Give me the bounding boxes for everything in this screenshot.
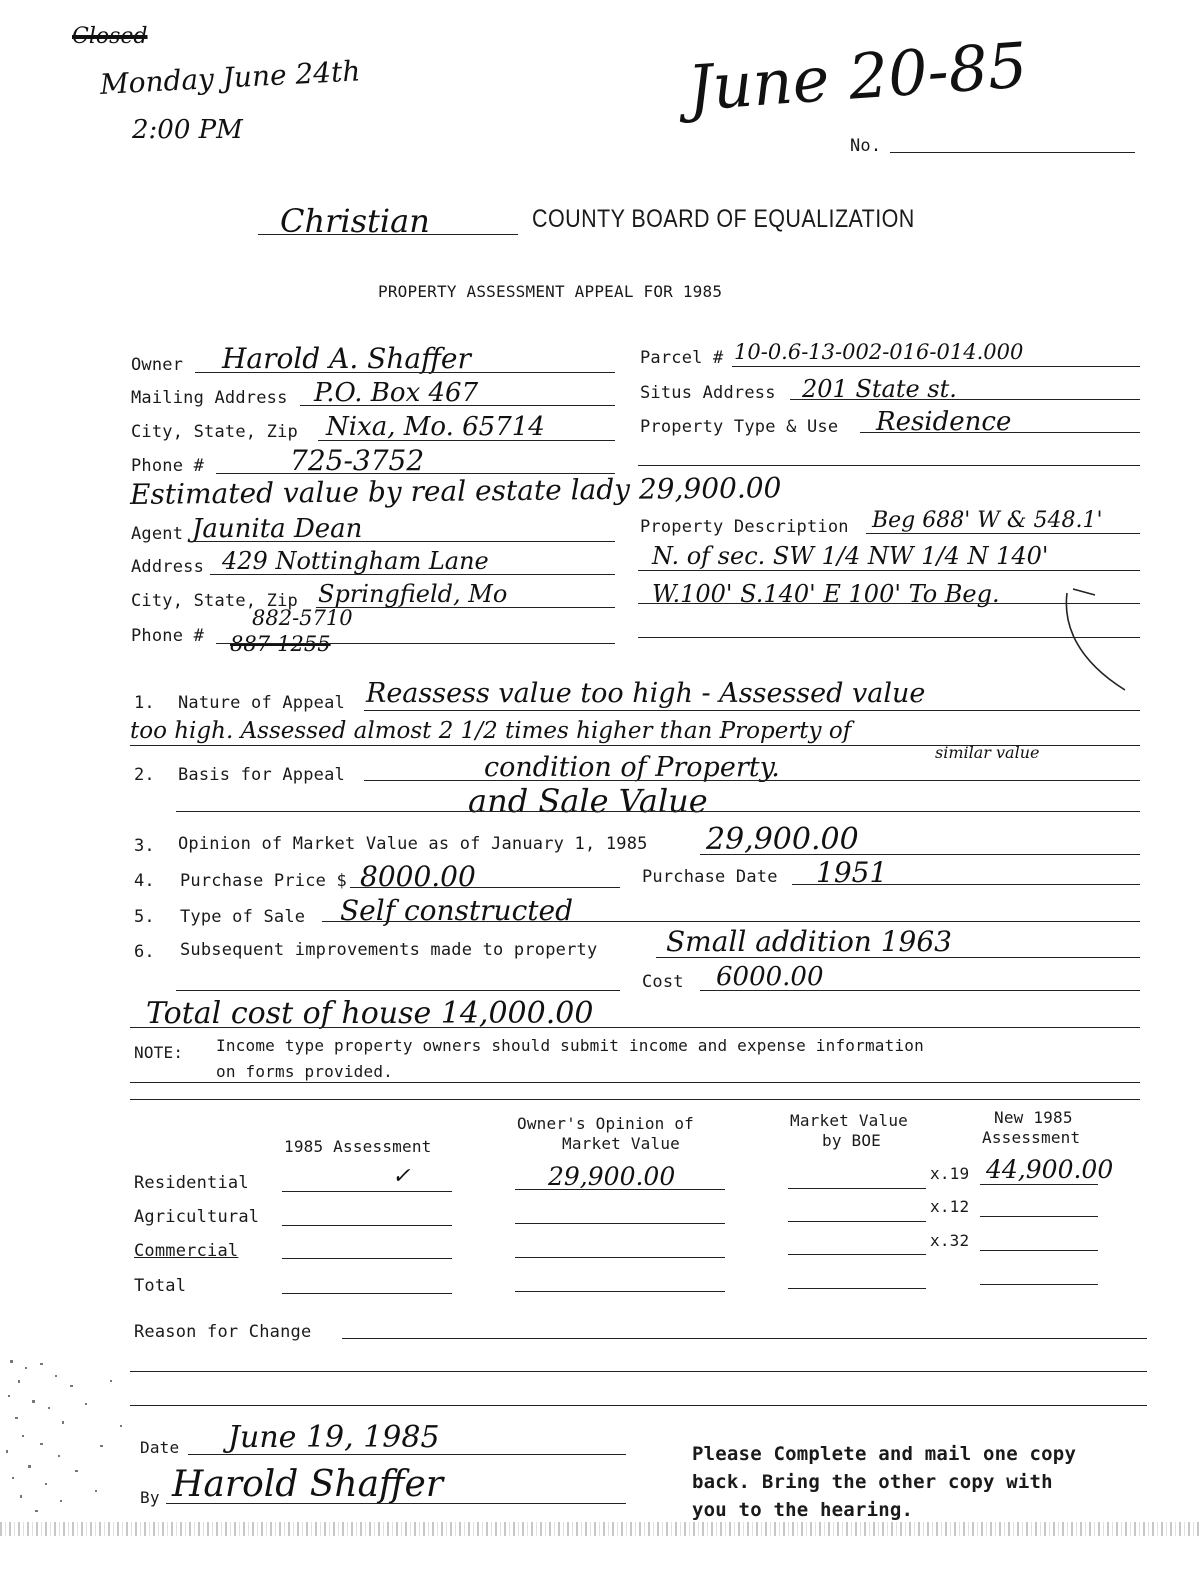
parcel-line [732,366,1140,367]
owner-city-value: Nixa, Mo. 65714 [326,412,545,442]
total-cost-rule [130,1027,1140,1028]
agent-label: Agent [131,524,184,544]
cost-label: Cost [642,972,684,992]
sale-type-label: Type of Sale [180,907,306,927]
property-description-line2: N. of sec. SW 1/4 NW 1/4 N 140' [652,542,1049,570]
col-header-new-1: New 1985 [994,1108,1073,1127]
agent-city-value: Springfield, Mo [318,580,508,608]
owner-city-label: City, State, Zip [131,422,298,442]
col-header-boe-1: Market Value [790,1111,908,1130]
number-line [890,152,1135,153]
situs-value: 201 State st. [802,375,957,403]
commercial-multiplier: x.32 [930,1231,970,1250]
agricultural-boe-rule [788,1221,926,1222]
item-2-number: 2. [134,765,155,785]
total-cost-note: Total cost of house 14,000.00 [146,996,594,1031]
nature-of-appeal-line2: too high. Assessed almost 2 1/2 times higher than Property of [130,718,852,744]
improvements-label: Subsequent improvements made to property [180,940,598,960]
residential-new-assessment: 44,900.00 [986,1155,1114,1184]
owner-city-line [318,440,615,441]
note-label: NOTE: [134,1043,184,1062]
county-name: Christian [280,202,430,240]
situs-label: Situs Address [640,383,776,403]
owner-value: Harold A. Shaffer [222,342,471,375]
improvements-rule [656,957,1140,958]
by-rule [166,1503,626,1504]
agent-phone-label: Phone # [131,626,205,646]
property-description-line2-rule [638,570,1140,571]
agent-phone-value-1: 882-5710 [252,606,353,630]
commercial-new-rule [980,1250,1098,1251]
bottom-scan-noise [0,1522,1200,1536]
owner-line [195,372,615,373]
nature-of-appeal-label: Nature of Appeal [178,693,345,713]
date-label: Date [140,1438,180,1457]
reason-label: Reason for Change [134,1322,312,1342]
owner-phone-value: 725-3752 [290,444,425,477]
note-rule [130,1082,1140,1083]
property-description-label: Property Description [640,517,849,537]
item-5-number: 5. [134,907,155,927]
item-6-number: 6. [134,942,155,962]
agricultural-owner-rule [515,1223,725,1224]
estimated-value-note: Estimated value by real estate lady 29,900.00 [129,471,782,511]
number-label: No. [850,136,882,156]
by-signature: Harold Shaffer [172,1464,444,1505]
property-type-line [860,432,1140,433]
total-owner-rule [515,1291,725,1292]
owner-phone-label: Phone # [131,456,205,476]
nature-of-appeal-insert: similar value [935,743,1040,762]
agent-address-label: Address [131,557,205,577]
residential-owner-rule [515,1189,725,1190]
residential-new-rule [980,1184,1098,1185]
crossed-word: Closed [72,24,148,49]
basis-line1: condition of Property. [484,752,780,783]
property-description-line1-rule [866,533,1140,534]
agent-phone-line [216,643,615,644]
improvements-rule-2 [176,990,620,991]
date-value: June 19, 1985 [228,1420,440,1455]
property-description-line1: Beg 688' W & 548.1' [872,508,1103,533]
total-assessment-rule [282,1293,452,1294]
row-label-total: Total [134,1276,187,1296]
basis-line2: and Sale Value [468,782,708,820]
residential-owner-opinion: 29,900.00 [548,1162,676,1191]
purchase-price-label: Purchase Price $ [180,871,347,891]
meeting-time-note: 2:00 PM [132,115,243,145]
property-description-line3: W.100' S.140' E 100' To Beg. [652,580,1000,608]
agricultural-multiplier: x.12 [930,1197,970,1216]
basis-label: Basis for Appeal [178,765,345,785]
instructions-line2: back. Bring the other copy with [692,1471,1053,1493]
note-line2: on forms provided. [216,1062,393,1081]
total-new-rule [980,1284,1098,1285]
commercial-boe-rule [788,1254,926,1255]
sale-type-rule [322,921,1140,922]
row-label-commercial: Commercial [134,1241,239,1261]
agricultural-new-rule [980,1216,1098,1217]
county-line [258,234,518,235]
form-title: COUNTY BOARD OF EQUALIZATION [532,205,915,233]
form-subtitle: PROPERTY ASSESSMENT APPEAL FOR 1985 [378,282,723,301]
agent-address-line [210,574,615,575]
agent-phone-value-2: 887-1255 [230,632,331,656]
parcel-extra-line [638,465,1140,466]
reason-rule-3 [130,1405,1147,1406]
scan-noise [0,1355,150,1525]
col-header-owner-2: Market Value [562,1134,680,1153]
note-line1: Income type property owners should submit income and expense information [216,1036,924,1055]
agent-city-label: City, State, Zip [131,591,298,611]
date-rule [188,1454,626,1455]
purchase-price-rule [350,887,620,888]
residential-assessment-rule [282,1191,452,1192]
agricultural-assessment-rule [282,1225,452,1226]
instructions-line3: you to the hearing. [692,1499,914,1521]
agent-city-line [316,607,615,608]
residential-multiplier: x.19 [930,1164,970,1183]
agent-value: Jaunita Dean [192,514,363,544]
received-date-note: June 20-85 [685,28,1030,125]
improvements-value: Small addition 1963 [666,925,952,958]
opinion-rule [700,854,1140,855]
owner-label: Owner [131,355,184,375]
nature-of-appeal-line1: Reassess value too high - Assessed value [366,678,926,709]
mailing-value: P.O. Box 467 [314,378,479,408]
section-divider [130,1099,1140,1100]
sale-type-value: Self constructed [340,894,574,927]
col-header-boe-2: by BOE [822,1131,881,1150]
item-4-number: 4. [134,871,155,891]
reason-rule-2 [130,1371,1147,1372]
opinion-value: 29,900.00 [706,822,859,857]
basis-rule2 [176,811,1140,812]
row-label-residential: Residential [134,1173,249,1193]
residential-boe-rule [788,1188,926,1189]
opinion-label: Opinion of Market Value as of January 1, 1985 [178,834,648,854]
agent-line [188,541,615,542]
purchase-date-label: Purchase Date [642,867,778,887]
purchase-date-rule [792,884,1140,885]
commercial-assessment-rule [282,1258,452,1259]
situs-line [790,399,1140,400]
col-header-1985: 1985 Assessment [284,1137,432,1156]
purchase-price-value: 8000.00 [360,860,476,893]
meeting-day-note: Monday June 24th [99,54,362,101]
item-3-number: 3. [134,836,155,856]
total-boe-rule [788,1288,926,1289]
reason-rule-1 [342,1338,1147,1339]
mailing-label: Mailing Address [131,388,288,408]
parcel-label: Parcel # [640,348,724,368]
property-type-value: Residence [876,407,1012,437]
arrow-mark-icon [1055,585,1145,705]
col-header-owner-1: Owner's Opinion of [517,1114,694,1133]
instructions-line1: Please Complete and mail one copy [692,1443,1077,1465]
mailing-line [300,405,615,406]
cost-value: 6000.00 [716,962,824,992]
item-1-number: 1. [134,693,155,713]
cost-rule [700,990,1140,991]
purchase-date-value: 1951 [816,856,888,889]
property-type-label: Property Type & Use [640,417,839,437]
residential-assessment-check: ✓ [392,1164,411,1189]
row-label-agricultural: Agricultural [134,1207,260,1227]
nature-of-appeal-rule1 [364,710,1140,711]
parcel-value: 10-0.6-13-002-016-014.000 [734,340,1024,364]
agent-address-value: 429 Nottingham Lane [222,547,489,575]
col-header-new-2: Assessment [982,1128,1081,1147]
commercial-owner-rule [515,1257,725,1258]
basis-rule1 [364,780,1140,781]
by-label: By [140,1488,160,1507]
